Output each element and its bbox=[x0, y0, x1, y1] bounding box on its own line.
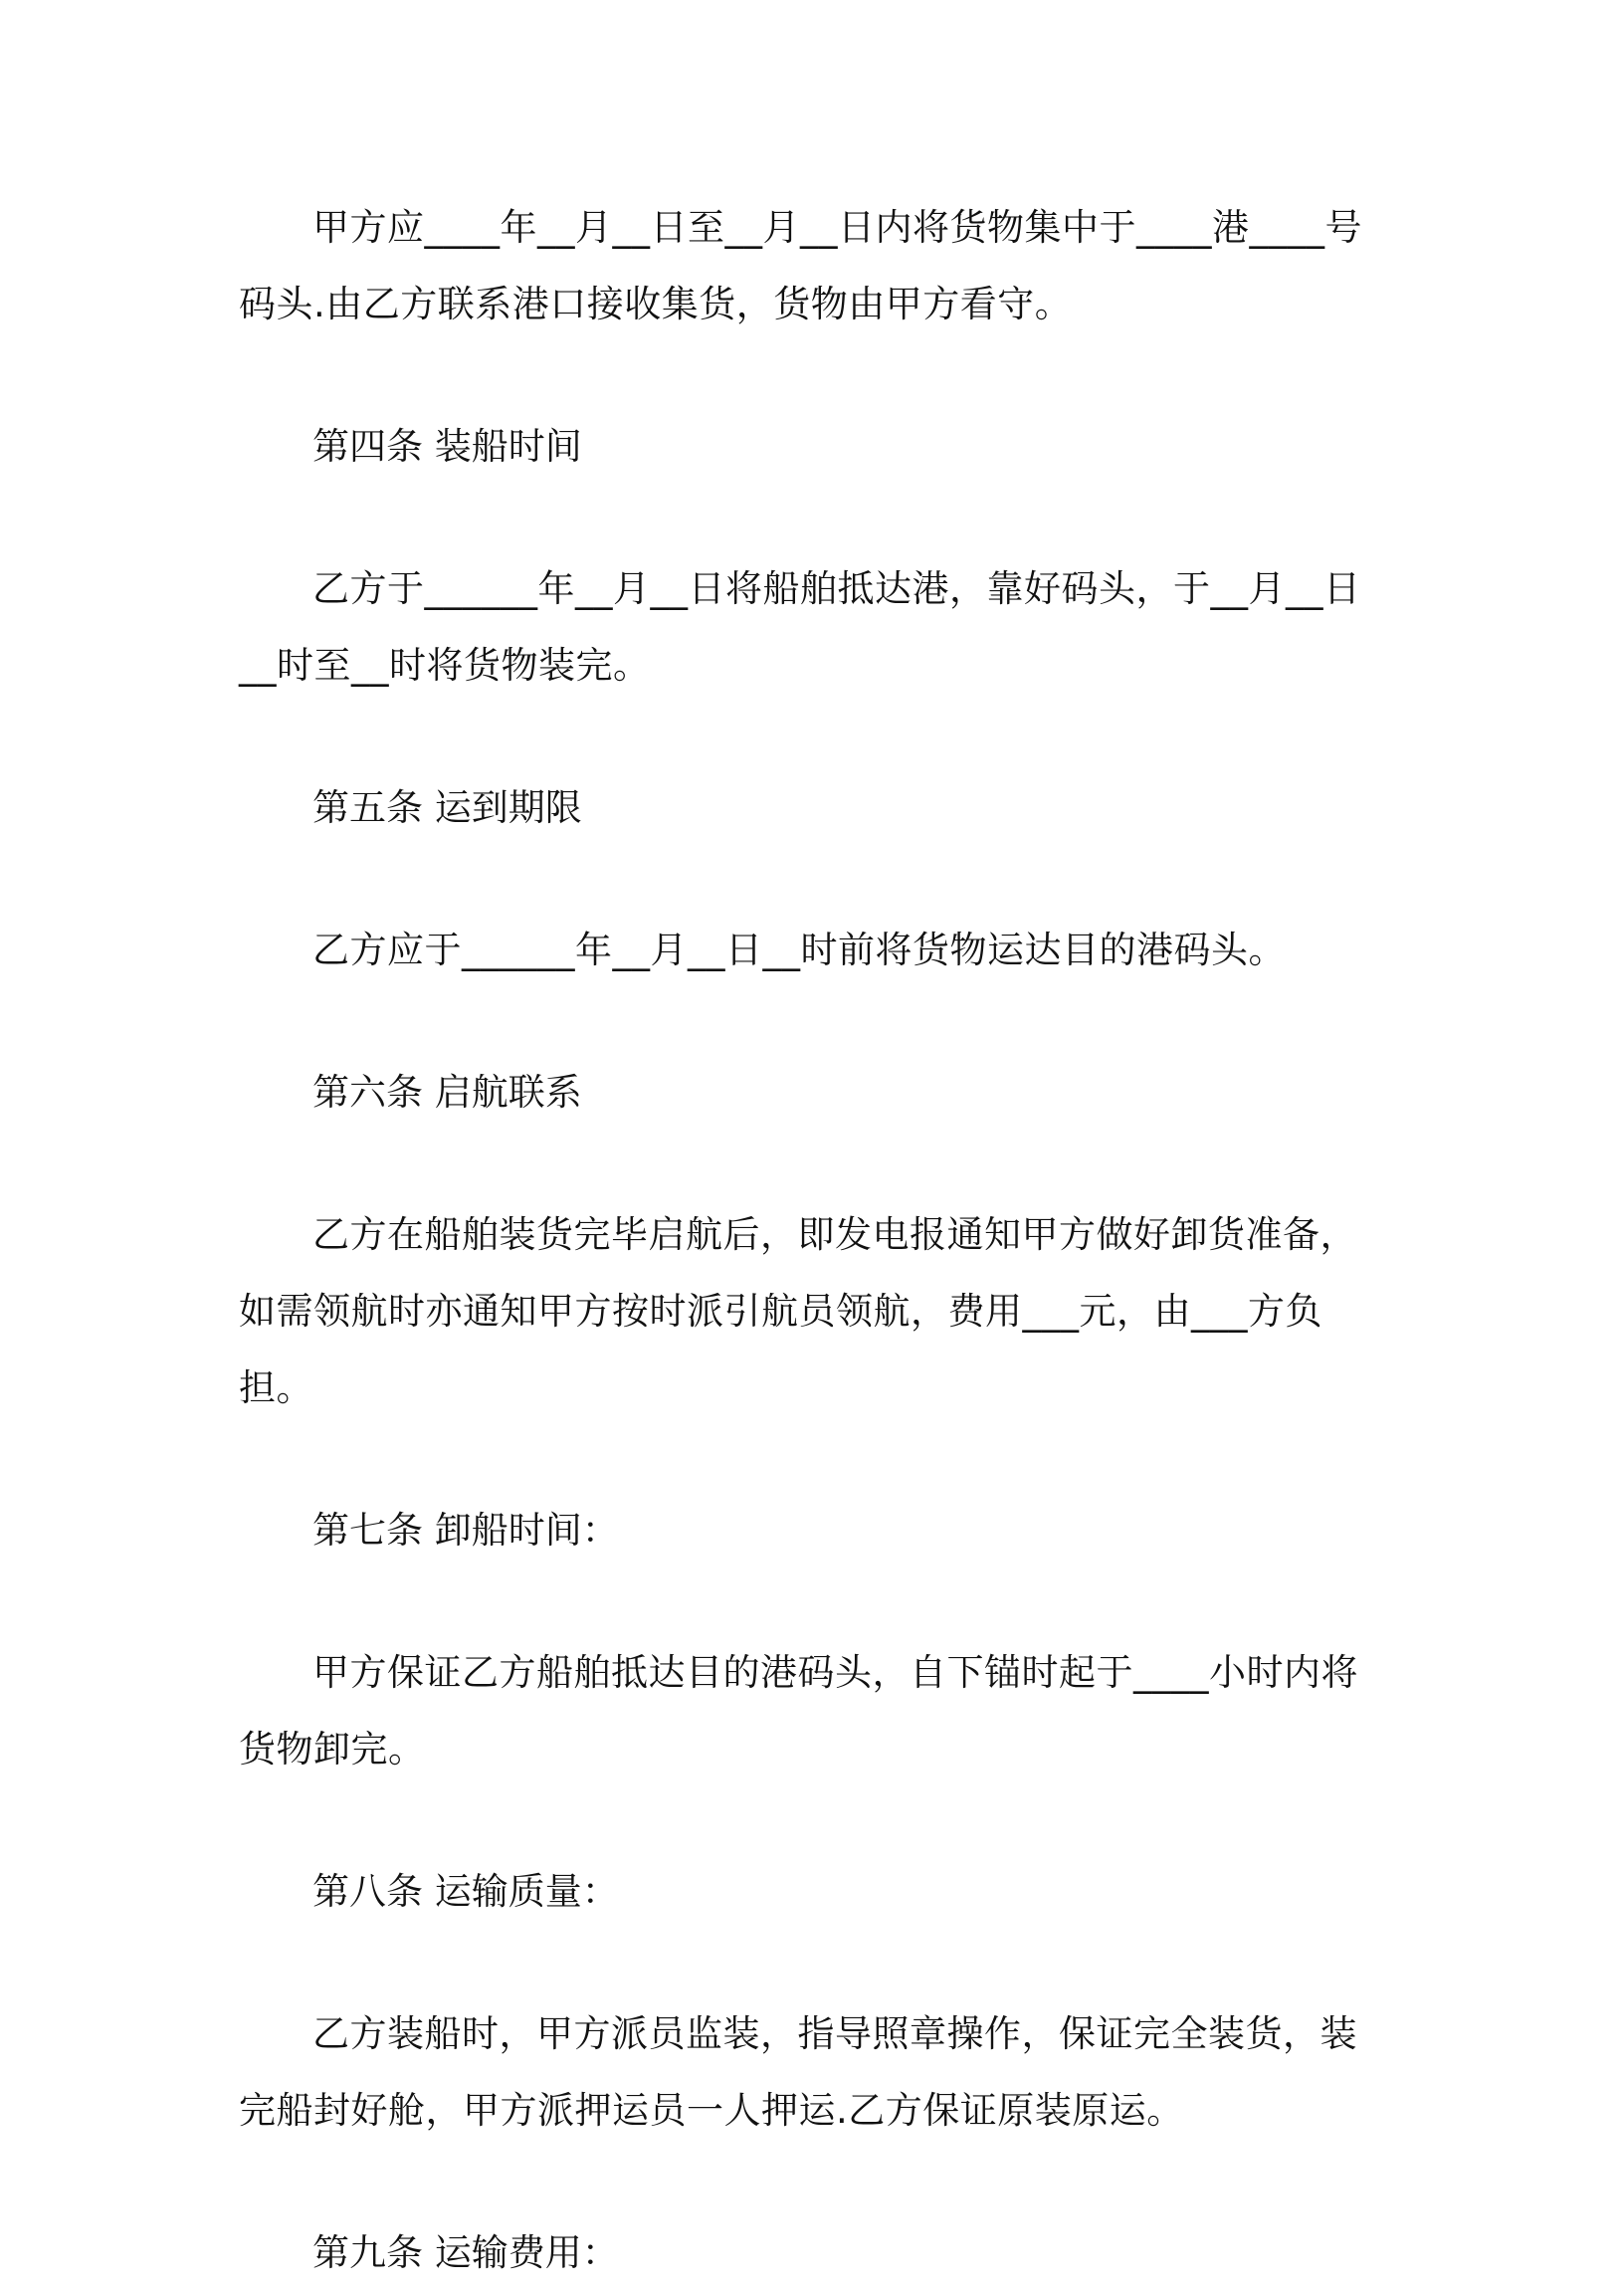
clause-8-body: 乙方装船时，甲方派员监装，指导照章操作，保证完全装货，装完船封好舱，甲方派押运员一人押运.乙方保证原装原运。 bbox=[239, 2012, 1357, 2132]
clause-4-body: 乙方于______年__月__日将船舶抵达港，靠好码头，于__月__日__时至__时将货物装完。 bbox=[239, 567, 1361, 687]
clause-8-heading: 第八条 运输质量： bbox=[312, 1870, 619, 1913]
clause-6-body: 乙方在船舶装货完毕启航后，即发电报通知甲方做好卸货准备，如需领航时亦通知甲方按时派引航员领航，费用___元，由___方负担。 bbox=[239, 1213, 1357, 1409]
clause-4-heading: 第四条 装船时间 bbox=[312, 425, 582, 468]
clause-9-heading: 第九条 运输费用： bbox=[312, 2231, 619, 2274]
clause-3-body: 甲方应____年__月__日至__月__日内将货物集中于____港____号码头.由乙方联系港口接收集货，货物由甲方看守。 bbox=[239, 206, 1362, 325]
clause-5-heading: 第五条 运到期限 bbox=[312, 786, 582, 829]
clause-5-body: 乙方应于______年__月__日__时前将货物运达目的港码头。 bbox=[312, 929, 1286, 971]
clause-7-heading: 第七条 卸船时间： bbox=[312, 1509, 619, 1552]
clause-7-body: 甲方保证乙方船舶抵达目的港码头，自下锚时起于____小时内将货物卸完。 bbox=[239, 1651, 1358, 1770]
clause-6-heading: 第六条 启航联系 bbox=[312, 1071, 582, 1114]
document-content bbox=[239, 189, 1378, 2291]
